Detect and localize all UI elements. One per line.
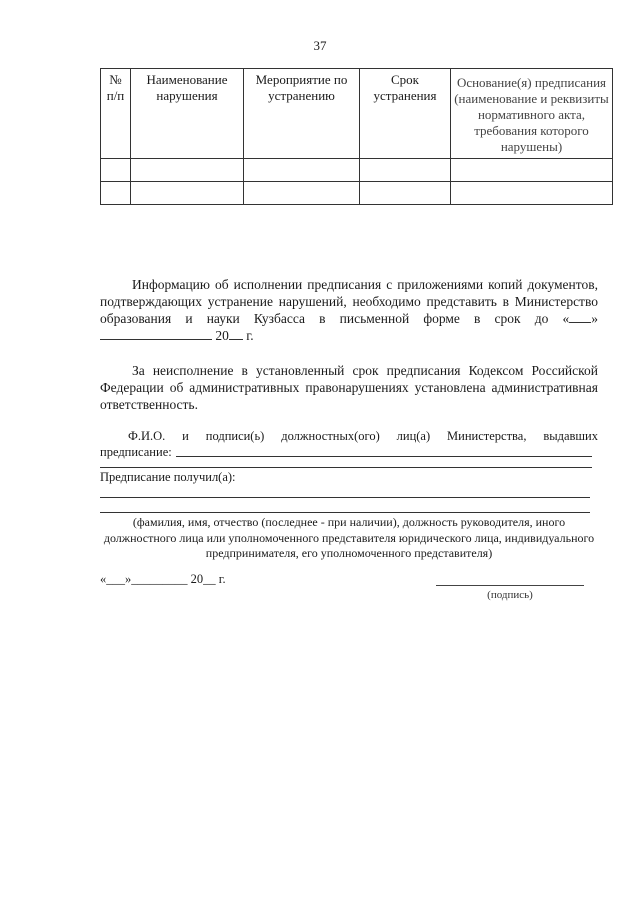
officials-signature-block (100, 428, 598, 460)
table-cell (360, 182, 451, 205)
table-row (101, 182, 613, 205)
officials-label-cont: предписание: (100, 444, 598, 460)
table-cell (451, 159, 613, 182)
liability-paragraph: За неисполнение в установленный срок предписания Кодексом Российской Федерации об административных правонарушениях установлена административная ответственность. (100, 363, 598, 412)
violations-table (100, 68, 613, 205)
execution-info-paragraph: Информацию об исполнении предписания с приложениями копий документов, подтверждающих устранение нарушений, необходимо представить в Министерство образования и науки Кузбасса в письменной форме в срок до « » 20 г. (100, 277, 598, 343)
table-cell (131, 182, 244, 205)
officials-fill-line (176, 456, 592, 457)
officials-label: Ф.И.О. и подписи(ь) должностных(ого) лиц(а) Министерства, выдавших (128, 429, 598, 443)
table-cell (360, 159, 451, 182)
date-field: «___»_________ 20__ г. (100, 572, 226, 586)
recipient-line-2 (100, 512, 590, 513)
col-basis-header: Основание(я) предписания (наименование и реквизиты нормативного акта, требования которого нарушены) (451, 69, 613, 159)
received-label: Предписание получил(а): (100, 470, 236, 484)
table-cell (244, 159, 360, 182)
recipient-line-1 (100, 497, 590, 498)
month-blank (100, 327, 212, 340)
table-header-row (101, 69, 613, 159)
col-number-header: № п/п (101, 69, 131, 159)
year-blank (229, 327, 243, 340)
recipient-caption: (фамилия, имя, отчество (последнее - при наличии), должность руководителя, иного должностного лица или уполномоченного представителя юридического лица, индивидуального предпринимателя, его уполномоченного представителя) (103, 515, 595, 560)
col-measure-header: Мероприятие по устранению (244, 69, 360, 159)
signature-line (436, 585, 584, 586)
col-deadline-header: Срок устранения (360, 69, 451, 159)
table-cell (101, 159, 131, 182)
officials-extra-line (100, 467, 592, 468)
table-cell (101, 182, 131, 205)
page-number: 37 (313, 38, 327, 53)
table-cell (131, 159, 244, 182)
day-blank (569, 310, 591, 323)
table-cell (451, 182, 613, 205)
col-violation-header: Наименование нарушения (131, 69, 244, 159)
signature-label: (подпись) (487, 589, 533, 601)
table-row (101, 159, 613, 182)
table-cell (244, 182, 360, 205)
